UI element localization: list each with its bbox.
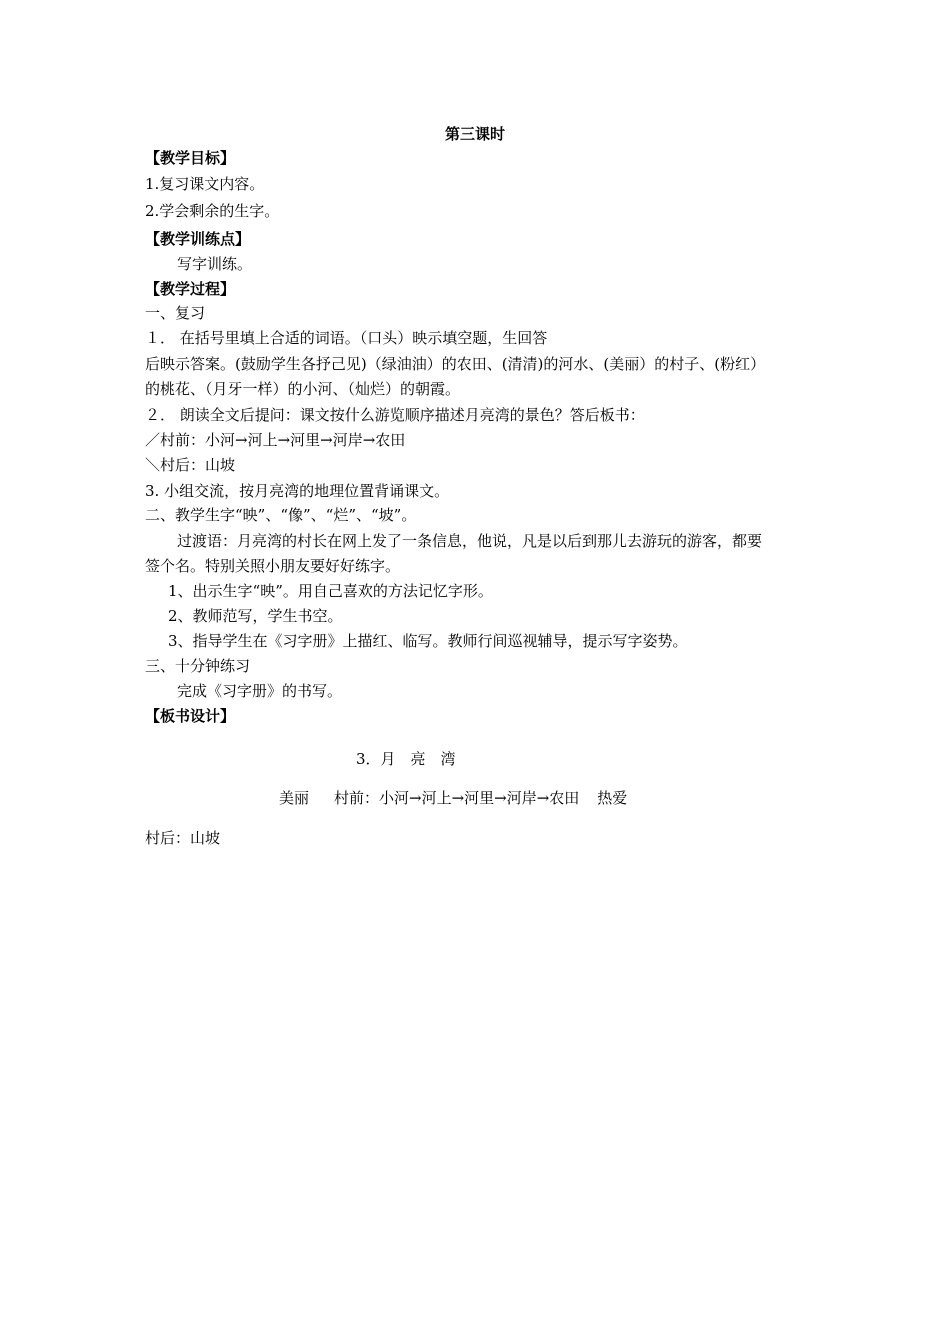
transition-text: 过渡语：月亮湾的村长在网上发了一条信息，他说，凡是以后到那儿去游玩的游客，都要	[177, 532, 763, 550]
review-item-1-end: 的桃花、（月牙一样）的小河、（灿烂）的朝霞。	[145, 380, 461, 398]
board-row	[279, 788, 627, 808]
practice-text: 完成《习字册》的书写。	[177, 682, 343, 700]
review-heading: 一、复习	[145, 304, 206, 322]
board-heading: 【板书设计】	[145, 707, 236, 725]
review-item-1: １． 在括号里填上合适的词语。（口头）映示填空题，生回答	[145, 329, 548, 347]
review-item-3: 3. 小组交流，按月亮湾的地理位置背诵课文。	[145, 482, 450, 500]
process-heading: 【教学过程】	[145, 280, 236, 298]
board-title: 3．月 亮 湾	[356, 750, 456, 768]
transition-text-cont: 签个名。特别关照小朋友要好好练字。	[145, 557, 401, 575]
chars-heading: 二、教学生字“映”、“像”、“烂”、“坡”。	[145, 506, 417, 524]
step-2: 2、教师范写，学生书空。	[168, 607, 343, 625]
page-title: 第三课时	[444, 125, 505, 143]
objective-1: 1.复习课文内容。	[145, 175, 265, 193]
training-text: 写字训练。	[177, 255, 253, 273]
board-front-route: 村前：小河→河上→河里→河岸→农田	[334, 789, 580, 807]
practice-heading: 三、十分钟练习	[145, 657, 251, 675]
step-1: 1、出示生字“映”。用自己喜欢的方法记忆字形。	[168, 582, 493, 600]
review-route-front: ／村前：小河→河上→河里→河岸→农田	[145, 431, 406, 449]
board-back-route: 村后：山坡	[145, 829, 221, 847]
objective-2: 2.学会剩余的生字。	[145, 202, 280, 220]
review-item-1-cont: 后映示答案。(鼓励学生各抒己见)（绿油油）的农田、(清清)的河水、(美丽）的村子、(粉红）	[145, 355, 766, 373]
review-route-back: ＼村后：山坡	[145, 456, 236, 474]
board-right-word: 热爱	[597, 789, 628, 807]
training-heading: 【教学训练点】	[145, 230, 251, 248]
board-left-word: 美丽	[279, 789, 310, 807]
objectives-heading: 【教学目标】	[145, 149, 236, 167]
step-3: 3、指导学生在《习字册》上描红、临写。教师行间巡视辅导，提示写字姿势。	[168, 632, 688, 650]
review-item-2: ２． 朗读全文后提问：课文按什么游览顺序描述月亮湾的景色？答后板书：	[145, 406, 645, 424]
